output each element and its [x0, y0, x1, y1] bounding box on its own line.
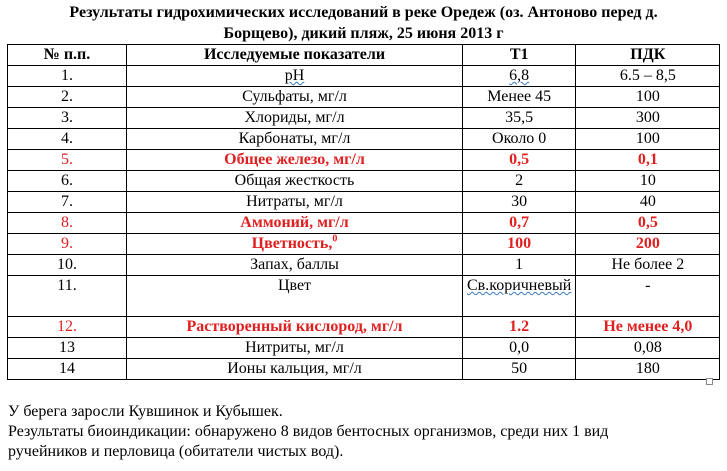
table-row — [8, 359, 720, 380]
header-number: № п.п. — [8, 45, 127, 66]
row-t1: 0,5 — [463, 150, 576, 171]
table-row — [8, 108, 720, 129]
row-number: 3. — [8, 108, 127, 129]
row-number: 4. — [8, 129, 127, 150]
row-t1 — [463, 66, 576, 87]
header-t1: Т1 — [463, 45, 576, 66]
row-number: 12. — [8, 317, 127, 338]
row-t1: 2 — [463, 171, 576, 192]
row-pdk: - — [576, 276, 720, 317]
table-row — [8, 87, 720, 108]
table-row — [8, 66, 720, 87]
row-t1: 35,5 — [463, 108, 576, 129]
degree-superscript: 0 — [332, 233, 338, 245]
row-pdk: Не более 2 — [576, 255, 720, 276]
row-number: 13 — [8, 338, 127, 359]
row-pdk: 100 — [576, 87, 720, 108]
table-row — [8, 255, 720, 276]
row-pdk: 200 — [576, 234, 720, 255]
row-number: 5. — [8, 150, 127, 171]
ph-label: pH — [284, 67, 305, 84]
ph-value: 6,8 — [509, 67, 530, 84]
row-pdk: 0,5 — [576, 213, 720, 234]
row-t1: 50 — [463, 359, 576, 380]
row-indicator — [127, 66, 463, 87]
header-pdk: ПДК — [576, 45, 720, 66]
note-line-1 — [8, 402, 720, 422]
row-t1: Менее 45 — [463, 87, 576, 108]
color-label: Цветность, — [251, 235, 333, 252]
row-pdk: 100 — [576, 129, 720, 150]
row-number: 6. — [8, 171, 127, 192]
row-number: 9. — [8, 234, 127, 255]
row-indicator: Нитриты, мг/л — [127, 338, 463, 359]
row-pdk: 300 — [576, 108, 720, 129]
row-indicator: Нитраты, мг/л — [127, 192, 463, 213]
row-indicator: Хлориды, мг/л — [127, 108, 463, 129]
table-header-row — [8, 45, 720, 66]
row-t1: Около 0 — [463, 129, 576, 150]
row-pdk: 0,08 — [576, 338, 720, 359]
row-indicator: Запах, баллы — [127, 255, 463, 276]
row-indicator: Сульфаты, мг/л — [127, 87, 463, 108]
notes-paragraph — [8, 402, 720, 462]
row-t1: 100 — [463, 234, 576, 255]
table-row-exceeded — [8, 213, 720, 234]
row-t1: 0,0 — [463, 338, 576, 359]
note-line-2: Результаты биоиндикации: обнаружено 8 видов бентосных организмов, среди них 1 вид — [8, 423, 609, 440]
table-row-exceeded — [8, 317, 720, 338]
row-number: 7. — [8, 192, 127, 213]
row-t1: 0,7 — [463, 213, 576, 234]
table-row — [8, 192, 720, 213]
row-number: 14 — [8, 359, 127, 380]
results-table — [7, 44, 720, 380]
table-resize-handle[interactable] — [706, 378, 713, 385]
row-pdk: 40 — [576, 192, 720, 213]
row-indicator: Общее железо, мг/л — [127, 150, 463, 171]
row-pdk: Не менее 4,0 — [576, 317, 720, 338]
row-indicator: Карбонаты, мг/л — [127, 129, 463, 150]
title-line-1: Результаты гидрохимических исследований в реке Оредеж (оз. Антоново перед д. — [69, 4, 658, 21]
row-t1: 30 — [463, 192, 576, 213]
table-row — [8, 338, 720, 359]
table-row-exceeded — [8, 150, 720, 171]
note-line-1-text: У берега заросли Кувшинок и Кубышек. — [8, 403, 283, 420]
row-pdk: 6.5 – 8,5 — [576, 66, 720, 87]
table-row — [8, 129, 720, 150]
header-indicator: Исследуемые показатели — [127, 45, 463, 66]
row-indicator: Цвет — [127, 276, 463, 317]
note-line-3: ручейников и перловица (обитатели чистых вод). — [8, 443, 344, 460]
row-number: 2. — [8, 87, 127, 108]
color-value: Св.коричневый — [467, 277, 572, 294]
row-indicator: Аммоний, мг/л — [127, 213, 463, 234]
row-pdk: 0,1 — [576, 150, 720, 171]
row-indicator: Растворенный кислород, мг/л — [127, 317, 463, 338]
row-indicator — [127, 234, 463, 255]
row-t1 — [463, 276, 576, 317]
table-row-exceeded — [8, 234, 720, 255]
row-t1: 1.2 — [463, 317, 576, 338]
table-row — [8, 276, 720, 317]
row-indicator: Ионы кальция, мг/л — [127, 359, 463, 380]
row-number: 1. — [8, 66, 127, 87]
title-line-2: Борщево), дикий пляж, 25 июня 2013 г — [223, 25, 504, 42]
row-t1: 1 — [463, 255, 576, 276]
document-title — [0, 2, 727, 44]
row-number: 10. — [8, 255, 127, 276]
row-number: 8. — [8, 213, 127, 234]
row-indicator: Общая жесткость — [127, 171, 463, 192]
row-pdk: 180 — [576, 359, 720, 380]
table-row — [8, 171, 720, 192]
row-pdk: 10 — [576, 171, 720, 192]
row-number: 11. — [8, 276, 127, 317]
